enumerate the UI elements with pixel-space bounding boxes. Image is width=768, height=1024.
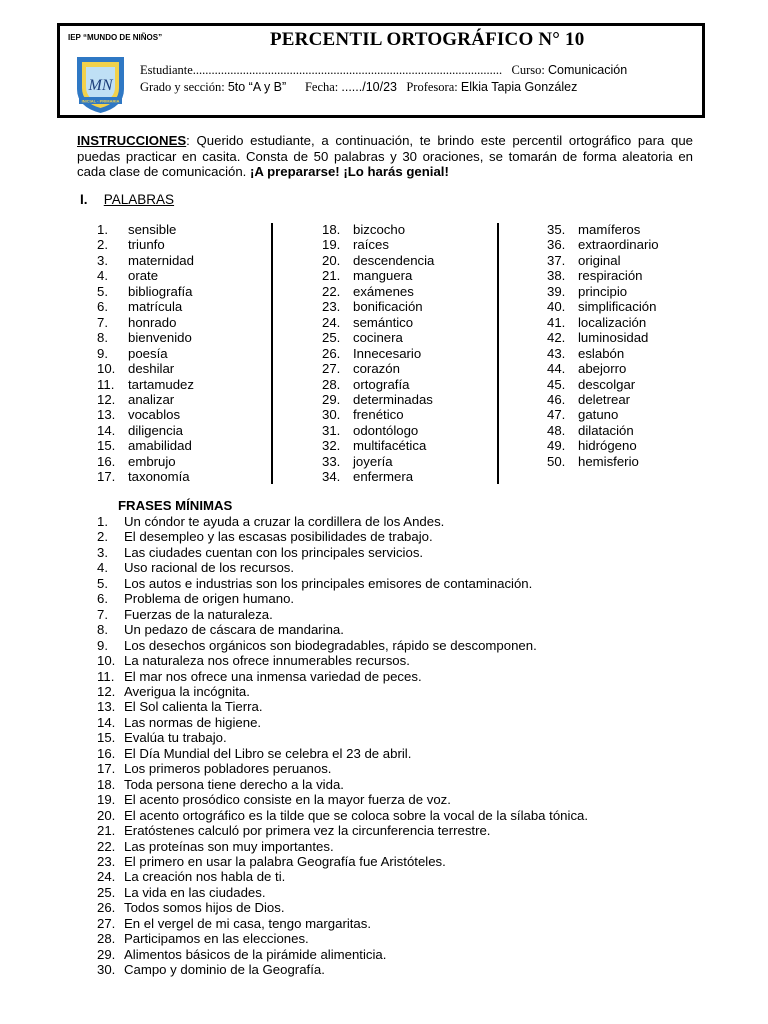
item-text: orate: [128, 268, 159, 284]
item-text: semántico: [353, 314, 414, 330]
item-number: 24.: [322, 314, 341, 330]
item-text: multifacética: [353, 438, 427, 454]
item-text: En el vergel de mi casa, tengo margaritas.: [124, 915, 372, 931]
list-item: [322, 407, 434, 422]
column-divider: [271, 223, 273, 484]
item-number: 42.: [547, 330, 566, 346]
item-text: bonificación: [353, 299, 423, 315]
item-text: Los autos e industrias son los principales emisores de contaminación.: [124, 575, 533, 591]
item-text: principio: [578, 283, 628, 299]
item-number: 39.: [547, 283, 566, 299]
list-item: [547, 377, 659, 392]
list-item: [322, 315, 434, 330]
item-text: abejorro: [578, 361, 627, 377]
item-number: 26.: [322, 345, 341, 361]
list-item: [97, 392, 194, 407]
item-text: gatuno: [578, 407, 619, 423]
list-item: [97, 377, 194, 392]
item-number: 5.: [97, 575, 108, 591]
instructions-text: : Querido estudiante, a continuación, te brindo este percentil ortográfico para que puedas practicar en casita. Consta de 50 palabras y 30 oraciones, se tomarán de forma aleatoria en cada clase de comunicación.: [77, 133, 693, 179]
item-number: 7.: [97, 314, 108, 330]
item-text: descendencia: [353, 252, 435, 268]
item-text: Las normas de higiene.: [124, 714, 262, 730]
logo-monogram: MN: [88, 77, 113, 94]
list-item: [547, 392, 659, 407]
list-item: [322, 392, 434, 407]
item-number: 6.: [97, 299, 108, 315]
section-number: I.: [80, 192, 88, 207]
list-item: [547, 284, 659, 299]
grade-row: [140, 80, 577, 95]
list-item: [97, 268, 194, 283]
list-item: [97, 638, 588, 653]
item-number: 17.: [97, 761, 116, 777]
list-item: [322, 299, 434, 314]
item-number: 28.: [322, 376, 341, 392]
item-number: 25.: [97, 884, 116, 900]
item-text: descolgar: [578, 376, 636, 392]
item-text: simplificación: [578, 299, 657, 315]
item-number: 50.: [547, 453, 566, 469]
column-divider: [497, 223, 499, 484]
item-text: tartamudez: [128, 376, 194, 392]
item-number: 36.: [547, 237, 566, 253]
item-number: 11.: [97, 668, 115, 684]
list-item: [97, 669, 588, 684]
item-number: 28.: [97, 931, 116, 947]
item-text: hemisferio: [578, 453, 639, 469]
item-number: 24.: [97, 869, 116, 885]
list-item: [97, 761, 588, 776]
item-text: La creación nos habla de ti.: [124, 869, 286, 885]
item-number: 48.: [547, 422, 566, 438]
list-item: [322, 438, 434, 453]
school-logo: [73, 53, 128, 115]
list-item: [97, 931, 588, 946]
list-item: [322, 237, 434, 252]
item-number: 35.: [547, 222, 566, 237]
item-text: enfermera: [353, 469, 414, 485]
words-column-1: [97, 222, 194, 485]
item-number: 12.: [97, 683, 116, 699]
list-item: [322, 284, 434, 299]
student-label: Estudiante: [140, 63, 193, 77]
list-item: [97, 916, 588, 931]
list-item: [97, 869, 588, 884]
item-number: 23.: [97, 853, 116, 869]
item-number: 18.: [97, 776, 116, 792]
item-text: taxonomía: [128, 469, 190, 485]
student-blank: ...................................................................................................: [192, 63, 503, 77]
item-number: 15.: [97, 730, 116, 746]
item-text: diligencia: [128, 422, 183, 438]
list-item: [97, 237, 194, 252]
list-item: [322, 268, 434, 283]
item-text: Fuerzas de la naturaleza.: [124, 606, 273, 622]
item-text: hidrógeno: [578, 438, 637, 454]
list-item: [97, 576, 588, 591]
item-text: Campo y dominio de la Geografía.: [124, 962, 325, 978]
list-item: [322, 346, 434, 361]
list-item: [547, 438, 659, 453]
item-number: 41.: [547, 314, 566, 330]
item-text: Eratóstenes calculó por primera vez la circunferencia terrestre.: [124, 823, 491, 839]
item-number: 13.: [97, 407, 116, 423]
words-column-2: [322, 222, 434, 485]
page-title: PERCENTIL ORTOGRÁFICO N° 10: [270, 29, 585, 50]
item-number: 7.: [97, 606, 108, 622]
item-text: Todos somos hijos de Dios.: [124, 900, 285, 916]
instructions-emphasis: ¡A prepararse! ¡Lo harás genial!: [250, 164, 449, 179]
item-text: La naturaleza nos ofrece innumerables recursos.: [124, 653, 410, 669]
list-item: [322, 330, 434, 345]
item-number: 4.: [97, 560, 108, 576]
item-text: frenético: [353, 407, 404, 423]
item-number: 45.: [547, 376, 566, 392]
item-text: deshilar: [128, 361, 175, 377]
student-row: [140, 63, 627, 78]
item-text: embrujo: [128, 453, 176, 469]
item-text: El Sol calienta la Tierra.: [124, 699, 263, 715]
item-number: 27.: [322, 361, 341, 377]
list-item: [322, 361, 434, 376]
item-number: 10.: [97, 361, 116, 377]
item-text: El acento ortográfico es la tilde que se coloca sobre la vocal de la sílaba tónica.: [124, 807, 589, 823]
item-number: 1.: [97, 514, 108, 529]
item-number: 23.: [322, 299, 341, 315]
list-item: [322, 253, 434, 268]
item-text: respiración: [578, 268, 643, 284]
list-item: [97, 900, 588, 915]
list-item: [97, 346, 194, 361]
item-text: maternidad: [128, 252, 194, 268]
list-item: [97, 885, 588, 900]
item-text: bibliografía: [128, 283, 193, 299]
item-number: 20.: [97, 807, 116, 823]
item-text: dilatación: [578, 422, 634, 438]
course-value: Comunicación: [547, 63, 628, 77]
item-text: Toda persona tiene derecho a la vida.: [124, 776, 344, 792]
item-number: 21.: [97, 823, 116, 839]
item-number: 29.: [322, 391, 341, 407]
list-item: [97, 315, 194, 330]
phrases-list: [97, 514, 588, 978]
list-item: [97, 653, 588, 668]
item-text: triunfo: [128, 237, 165, 253]
list-item: [97, 777, 588, 792]
item-number: 13.: [97, 699, 116, 715]
item-number: 47.: [547, 407, 566, 423]
list-item: [97, 545, 588, 560]
item-number: 19.: [322, 237, 341, 253]
item-text: original: [578, 252, 621, 268]
item-number: 26.: [97, 900, 116, 916]
item-text: El acento prosódico consiste en la mayor fuerza de voz.: [124, 792, 451, 808]
list-item: [97, 839, 588, 854]
item-number: 29.: [97, 946, 116, 962]
item-text: determinadas: [353, 391, 433, 407]
item-number: 18.: [322, 222, 341, 237]
item-number: 14.: [97, 714, 116, 730]
item-text: localización: [578, 314, 647, 330]
instructions: [77, 133, 693, 180]
item-text: Problema de origen humano.: [124, 591, 295, 607]
item-text: odontólogo: [353, 422, 419, 438]
item-text: corazón: [353, 361, 400, 377]
list-item: [97, 591, 588, 606]
list-item: [547, 315, 659, 330]
list-item: [547, 346, 659, 361]
item-number: 30.: [322, 407, 341, 423]
item-number: 3.: [97, 252, 108, 268]
item-number: 21.: [322, 268, 341, 284]
section-phrases-title: FRASES MÍNIMAS: [118, 498, 233, 513]
list-item: [97, 823, 588, 838]
item-number: 12.: [97, 391, 116, 407]
item-text: raíces: [353, 237, 389, 253]
item-text: joyería: [353, 453, 393, 469]
item-text: eslabón: [578, 345, 625, 361]
list-item: [547, 330, 659, 345]
item-text: Uso racional de los recursos.: [124, 560, 295, 576]
item-number: 27.: [97, 915, 116, 931]
list-item: [97, 438, 194, 453]
item-number: 30.: [97, 962, 116, 978]
list-item: [97, 514, 588, 529]
list-item: [97, 222, 194, 237]
item-text: cocinera: [353, 330, 403, 346]
item-text: manguera: [353, 268, 413, 284]
list-item: [322, 222, 434, 237]
item-text: Innecesario: [353, 345, 422, 361]
list-item: [97, 454, 194, 469]
item-text: El Día Mundial del Libro se celebra el 23 de abril.: [124, 745, 412, 761]
item-number: 34.: [322, 469, 341, 485]
item-number: 2.: [97, 237, 108, 253]
header-box: [57, 23, 705, 118]
list-item: [547, 423, 659, 438]
list-item: [547, 361, 659, 376]
list-item: [97, 622, 588, 637]
item-number: 31.: [322, 422, 341, 438]
teacher-label: Profesora:: [406, 80, 458, 94]
item-text: Un pedazo de cáscara de mandarina.: [124, 622, 344, 638]
item-text: bienvenido: [128, 330, 192, 346]
item-text: El desempleo y las escasas posibilidades de trabajo.: [124, 529, 433, 545]
item-text: Las proteínas son muy importantes.: [124, 838, 334, 854]
list-item: [97, 730, 588, 745]
item-number: 5.: [97, 283, 108, 299]
item-text: honrado: [128, 314, 177, 330]
teacher-value: Elkia Tapia González: [460, 80, 578, 94]
item-number: 38.: [547, 268, 566, 284]
grade-label: Grado y sección:: [140, 80, 225, 94]
list-item: [97, 746, 588, 761]
list-item: [322, 423, 434, 438]
item-text: Un cóndor te ayuda a cruzar la cordillera de los Andes.: [124, 514, 445, 529]
item-text: mamíferos: [578, 222, 641, 237]
date-value: ....../10/23: [341, 80, 397, 94]
list-item: [97, 469, 194, 484]
section-words-title: [80, 192, 174, 207]
course-label: Curso:: [511, 63, 545, 77]
item-text: poesía: [128, 345, 168, 361]
item-number: 49.: [547, 438, 566, 454]
item-number: 8.: [97, 622, 108, 638]
item-number: 33.: [322, 453, 341, 469]
list-item: [322, 469, 434, 484]
words-column-3: [547, 222, 659, 469]
item-text: bizcocho: [353, 222, 406, 237]
item-text: Evalúa tu trabajo.: [124, 730, 227, 746]
item-number: 44.: [547, 361, 566, 377]
item-number: 11.: [97, 376, 115, 392]
list-item: [97, 792, 588, 807]
list-item: [97, 299, 194, 314]
list-item: [97, 253, 194, 268]
grade-value: 5to “A y B”: [227, 80, 287, 94]
list-item: [97, 947, 588, 962]
list-item: [97, 330, 194, 345]
item-number: 17.: [97, 469, 116, 485]
list-item: [97, 361, 194, 376]
list-item: [97, 699, 588, 714]
list-item: [547, 268, 659, 283]
item-text: analizar: [128, 391, 175, 407]
item-number: 1.: [97, 222, 108, 237]
item-number: 25.: [322, 330, 341, 346]
item-number: 10.: [97, 653, 116, 669]
list-item: [97, 284, 194, 299]
list-item: [97, 854, 588, 869]
list-item: [97, 607, 588, 622]
item-text: exámenes: [353, 283, 414, 299]
item-text: deletrear: [578, 391, 631, 407]
item-number: 46.: [547, 391, 566, 407]
item-number: 9.: [97, 637, 108, 653]
item-number: 8.: [97, 330, 108, 346]
list-item: [547, 222, 659, 237]
item-text: Los desechos orgánicos son biodegradables, rápido se descomponen.: [124, 637, 537, 653]
item-number: 4.: [97, 268, 108, 284]
item-number: 19.: [97, 792, 116, 808]
item-number: 3.: [97, 544, 108, 560]
list-item: [322, 454, 434, 469]
list-item: [97, 560, 588, 575]
list-item: [322, 377, 434, 392]
item-number: 37.: [547, 252, 566, 268]
list-item: [97, 529, 588, 544]
item-text: La vida en las ciudades.: [124, 884, 266, 900]
item-number: 9.: [97, 345, 108, 361]
item-number: 15.: [97, 438, 116, 454]
list-item: [547, 253, 659, 268]
item-text: Las ciudades cuentan con los principales servicios.: [124, 544, 424, 560]
list-item: [97, 684, 588, 699]
instructions-label: INSTRUCCIONES: [77, 133, 187, 148]
item-text: sensible: [128, 222, 177, 237]
item-text: extraordinario: [578, 237, 659, 253]
item-number: 6.: [97, 591, 108, 607]
item-text: Averigua la incógnita.: [124, 683, 250, 699]
list-item: [97, 962, 588, 977]
item-number: 16.: [97, 453, 116, 469]
item-number: 43.: [547, 345, 566, 361]
list-item: [97, 808, 588, 823]
item-number: 22.: [97, 838, 116, 854]
item-number: 16.: [97, 745, 116, 761]
list-item: [547, 454, 659, 469]
item-text: luminosidad: [578, 330, 649, 346]
school-name: IEP “MUNDO DE NIÑOS”: [68, 33, 163, 42]
section-title: PALABRAS: [103, 192, 175, 207]
list-item: [97, 715, 588, 730]
item-text: vocablos: [128, 407, 181, 423]
item-number: 32.: [322, 438, 341, 454]
item-text: matrícula: [128, 299, 183, 315]
item-number: 14.: [97, 422, 116, 438]
list-item: [97, 407, 194, 422]
list-item: [97, 423, 194, 438]
item-text: Alimentos básicos de la pirámide alimenticia.: [124, 946, 387, 962]
item-text: El primero en usar la palabra Geografía fue Aristóteles.: [124, 853, 446, 869]
list-item: [547, 237, 659, 252]
item-text: Participamos en las elecciones.: [124, 931, 309, 947]
logo-band-text: INICIAL - PRIMARIA: [81, 98, 120, 104]
list-item: [547, 407, 659, 422]
item-number: 22.: [322, 283, 341, 299]
item-text: amabilidad: [128, 438, 192, 454]
item-text: El mar nos ofrece una inmensa variedad de peces.: [124, 668, 422, 684]
item-text: Los primeros pobladores peruanos.: [124, 761, 332, 777]
item-number: 20.: [322, 252, 341, 268]
date-label: Fecha:: [304, 80, 339, 94]
item-number: 2.: [97, 529, 108, 545]
list-item: [547, 299, 659, 314]
item-number: 40.: [547, 299, 566, 315]
item-text: ortografía: [353, 376, 410, 392]
